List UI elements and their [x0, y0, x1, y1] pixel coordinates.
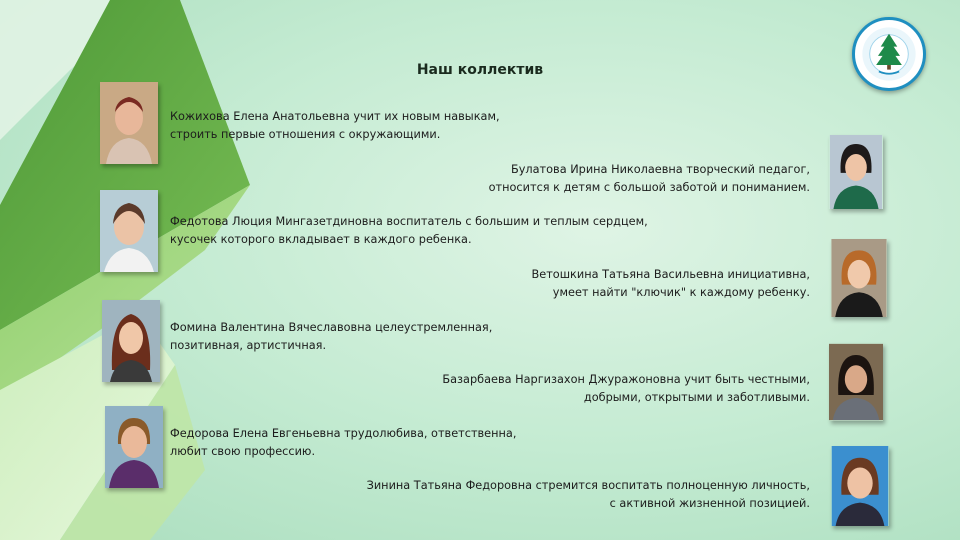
- portrait-photo: [102, 300, 160, 382]
- member-description-line: Фомина Валентина Вячеславовна целеустремленная,: [170, 321, 493, 334]
- portrait-photo: [100, 190, 158, 272]
- member-description-line: Ветошкина Татьяна Васильевна инициативна,: [531, 268, 810, 281]
- member-description: [442, 371, 810, 407]
- member-description-line: позитивная, артистичная.: [170, 339, 327, 352]
- portrait-photo: [829, 135, 883, 209]
- member-description-line: Федорова Елена Евгеньевна трудолюбива, ответственна,: [170, 427, 517, 440]
- member-description: [170, 319, 492, 355]
- member-description-line: Базарбаева Наргизахон Джуражоновна учит быть честными,: [442, 373, 810, 386]
- member-description-line: добрыми, открытыми и заботливыми.: [583, 391, 810, 404]
- member-description-line: кусочек которого вкладывает в каждого ребенка.: [170, 233, 472, 246]
- kindergarten-logo: [852, 17, 926, 91]
- member-description-line: любит свою профессию.: [170, 445, 316, 458]
- member-description-line: Федотова Люция Мингазетдиновна воспитатель с большим и теплым сердцем,: [170, 215, 648, 228]
- page-title: Наш коллектив: [416, 62, 544, 78]
- member-description-line: Зинина Татьяна Федоровна стремится воспитать полноценную личность,: [366, 479, 810, 492]
- fir-tree-icon: [855, 20, 923, 88]
- member-description: [532, 266, 810, 302]
- member-description-line: Кожихова Елена Анатольевна учит их новым навыкам,: [170, 110, 500, 123]
- portrait-photo: [829, 343, 883, 421]
- portrait-photo: [100, 82, 158, 164]
- member-description-line: с активной жизненной позицией.: [609, 497, 810, 510]
- portrait-photo: [831, 239, 887, 317]
- portrait-photo: [831, 446, 889, 526]
- portrait-photo: [105, 406, 163, 488]
- member-description: [367, 477, 810, 513]
- member-description-line: строить первые отношения с окружающими.: [170, 128, 441, 141]
- member-description-line: относится к детям с большой заботой и пониманием.: [488, 181, 810, 194]
- member-description: [170, 108, 500, 144]
- member-description: [170, 425, 516, 461]
- member-description-line: Булатова Ирина Николаевна творческий педагог,: [510, 163, 810, 176]
- member-description: [170, 213, 648, 249]
- member-description-line: умеет найти "ключик" к каждому ребенку.: [552, 286, 810, 299]
- member-description: [489, 161, 810, 197]
